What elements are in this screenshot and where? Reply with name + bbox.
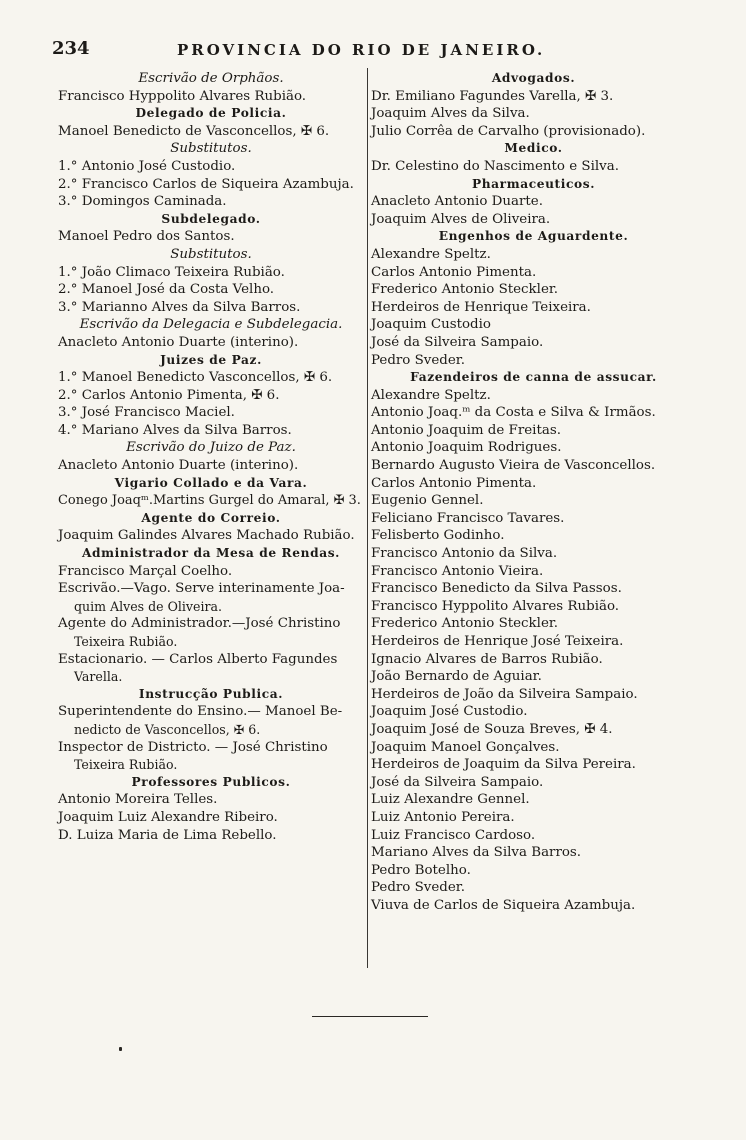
section-subheading: Escrivão do Juizo de Paz.: [126, 440, 296, 456]
text-line: Herdeiros de João da Silveira Sampaio.: [371, 686, 638, 702]
section-heading: Subdelegado.: [161, 211, 261, 226]
section-heading: Engenhos de Aguardente.: [438, 229, 629, 244]
page-number: 234: [52, 38, 90, 59]
text-line: Anacleto Antonio Duarte (interino).: [58, 334, 299, 350]
section-heading: Advogados.: [491, 71, 576, 85]
section-heading: Administrador da Mesa de Rendas.: [81, 546, 340, 561]
section-heading: Agente do Correio.: [141, 510, 281, 525]
text-line: Eugenio Gennel.: [371, 493, 484, 509]
text-line-continuation: Teixeira Rubião.: [74, 634, 178, 649]
text-line: Alexandre Speltz.: [371, 387, 491, 403]
text-line: Escrivão.—Vago. Serve interinamente Joa-: [58, 581, 345, 597]
text-line: Antonio Moreira Telles.: [58, 792, 218, 808]
text-line: Anacleto Antonio Duarte (interino).: [58, 458, 299, 474]
section-heading: Medico.: [504, 141, 563, 156]
text-line: Francisco Antonio da Silva.: [371, 546, 558, 562]
text-line: 4.° Mariano Alves da Silva Barros.: [58, 422, 292, 438]
text-line: Pedro Botelho.: [371, 862, 471, 878]
text-line: Estacionario. — Carlos Alberto Fagundes: [58, 651, 338, 667]
text-line: Carlos Antonio Pimenta.: [371, 475, 537, 491]
text-line: Luiz Francisco Cardoso.: [371, 827, 536, 843]
text-line: João Bernardo de Aguiar.: [371, 669, 542, 685]
section-subheading: Substitutos.: [170, 246, 252, 262]
text-line: 2.° Francisco Carlos de Siqueira Azambuja.: [58, 176, 354, 192]
text-line: Joaquim Luiz Alexandre Ribeiro.: [58, 809, 278, 825]
section-subheading: Escrivão da Delegacia e Subdelegacia.: [79, 317, 343, 333]
section-heading: Juizes de Paz.: [160, 352, 262, 367]
text-line-continuation: quim Alves de Oliveira.: [74, 598, 222, 614]
text-line: Joaquim Alves da Silva.: [371, 106, 530, 122]
text-line: Feliciano Francisco Tavares.: [371, 510, 565, 526]
text-line: Francisco Marçal Coelho.: [58, 563, 233, 579]
ink-dot: [119, 1047, 122, 1051]
text-line: Joaquim Manoel Gonçalves.: [371, 739, 560, 755]
text-line: D. Luiza Maria de Lima Rebello.: [58, 827, 277, 843]
text-line: Julio Corrêa de Carvalho (provisionado).: [371, 123, 646, 139]
text-line: José da Silveira Sampaio.: [371, 774, 544, 790]
text-line: Conego Joaqᵐ.Martins Gurgel do Amaral, ✠ 3.: [58, 493, 361, 509]
text-line: Herdeiros de Joaquim da Silva Pereira.: [371, 757, 636, 773]
text-line: Anacleto Antonio Duarte.: [371, 194, 543, 210]
text-line: 3.° José Francisco Maciel.: [58, 405, 235, 421]
section-heading: Professores Publicos.: [131, 774, 291, 789]
text-line: 2.° Manoel José da Costa Velho.: [58, 282, 275, 298]
text-line: Joaquim Galindes Alvares Machado Rubião.: [58, 528, 355, 544]
text-line: 2.° Carlos Antonio Pimenta, ✠ 6.: [58, 387, 280, 403]
page-header: [52, 38, 702, 62]
section-heading: Vigario Collado e da Vara.: [114, 475, 308, 490]
text-line: Pedro Sveder.: [371, 880, 465, 896]
text-line: Manoel Benedicto de Vasconcellos, ✠ 6.: [58, 123, 330, 139]
text-line-continuation: Varella.: [74, 669, 123, 685]
text-line: Alexandre Speltz.: [371, 246, 491, 262]
text-line: Superintendente do Ensino.— Manoel Be-: [58, 704, 343, 720]
text-line: Agente do Administrador.—José Christino: [58, 616, 341, 632]
footer-rule: [312, 1016, 428, 1017]
column-divider: [367, 68, 368, 968]
text-line: Manoel Pedro dos Santos.: [58, 229, 235, 245]
text-line: 1.° João Climaco Teixeira Rubião.: [58, 264, 285, 280]
section-heading: Pharmaceuticos.: [471, 176, 596, 191]
text-line: Viuva de Carlos de Siqueira Azambuja.: [371, 897, 636, 913]
text-line: Ignacio Alvares de Barros Rubião.: [371, 651, 603, 667]
text-line: Francisco Hyppolito Alvares Rubião.: [58, 88, 307, 104]
text-line: Joaquim José Custodio.: [371, 704, 528, 720]
text-line: Herdeiros de Henrique José Teixeira.: [371, 634, 624, 649]
text-line-continuation: Teixeira Rubião.: [74, 757, 178, 773]
text-line: Dr. Emiliano Fagundes Varella, ✠ 3.: [371, 88, 614, 104]
text-line: 3.° Marianno Alves da Silva Barros.: [58, 299, 301, 315]
text-line: Inspector de Districto. — José Christino: [58, 739, 328, 755]
section-heading: Instrucção Publica.: [138, 686, 284, 701]
text-line: Bernardo Augusto Vieira de Vasconcellos.: [371, 458, 656, 474]
text-line: Frederico Antonio Steckler.: [371, 616, 559, 632]
text-line: Antonio Joaq.ᵐ da Costa e Silva & Irmãos.: [371, 405, 656, 421]
section-subheading: Escrivão de Orphãos.: [138, 71, 284, 86]
text-line: Dr. Celestino do Nascimento e Silva.: [371, 158, 619, 174]
text-line: Francisco Benedicto da Silva Passos.: [371, 581, 622, 597]
text-line: Antonio Joaquim de Freitas.: [371, 422, 561, 438]
text-line: Pedro Sveder.: [371, 352, 465, 368]
text-line: Joaquim Custodio: [371, 317, 491, 333]
text-line: Mariano Alves da Silva Barros.: [371, 845, 582, 861]
text-line: Joaquim José de Souza Breves, ✠ 4.: [371, 721, 613, 737]
text-line: 1.° Manoel Benedicto Vasconcellos, ✠ 6.: [58, 370, 333, 386]
text-line: Joaquim Alves de Oliveira.: [371, 211, 551, 227]
text-line: Francisco Hyppolito Alvares Rubião.: [371, 598, 620, 614]
section-heading: Fazendeiros de canna de assucar.: [410, 370, 657, 385]
section-subheading: Substitutos.: [170, 141, 252, 157]
left-column: [58, 70, 364, 844]
text-line: 1.° Antonio José Custodio.: [58, 158, 236, 174]
text-line: Herdeiros de Henrique Teixeira.: [371, 299, 591, 315]
right-column: [371, 70, 696, 915]
text-line: Antonio Joaquim Rodrigues.: [371, 440, 562, 456]
text-line: Francisco Antonio Vieira.: [371, 563, 544, 579]
text-line: Luiz Alexandre Gennel.: [371, 792, 530, 808]
text-line: Felisberto Godinho.: [371, 528, 505, 544]
text-line: José da Silveira Sampaio.: [371, 334, 544, 350]
text-line: Carlos Antonio Pimenta.: [371, 264, 537, 280]
text-line: Frederico Antonio Steckler.: [371, 282, 559, 298]
section-heading: Delegado de Policia.: [135, 106, 287, 121]
running-title: PROVINCIA DO RIO DE JANEIRO.: [177, 41, 546, 59]
text-line: Luiz Antonio Pereira.: [371, 809, 515, 825]
text-line-continuation: nedicto de Vasconcellos, ✠ 6.: [74, 721, 261, 737]
text-line: 3.° Domingos Caminada.: [58, 194, 227, 210]
